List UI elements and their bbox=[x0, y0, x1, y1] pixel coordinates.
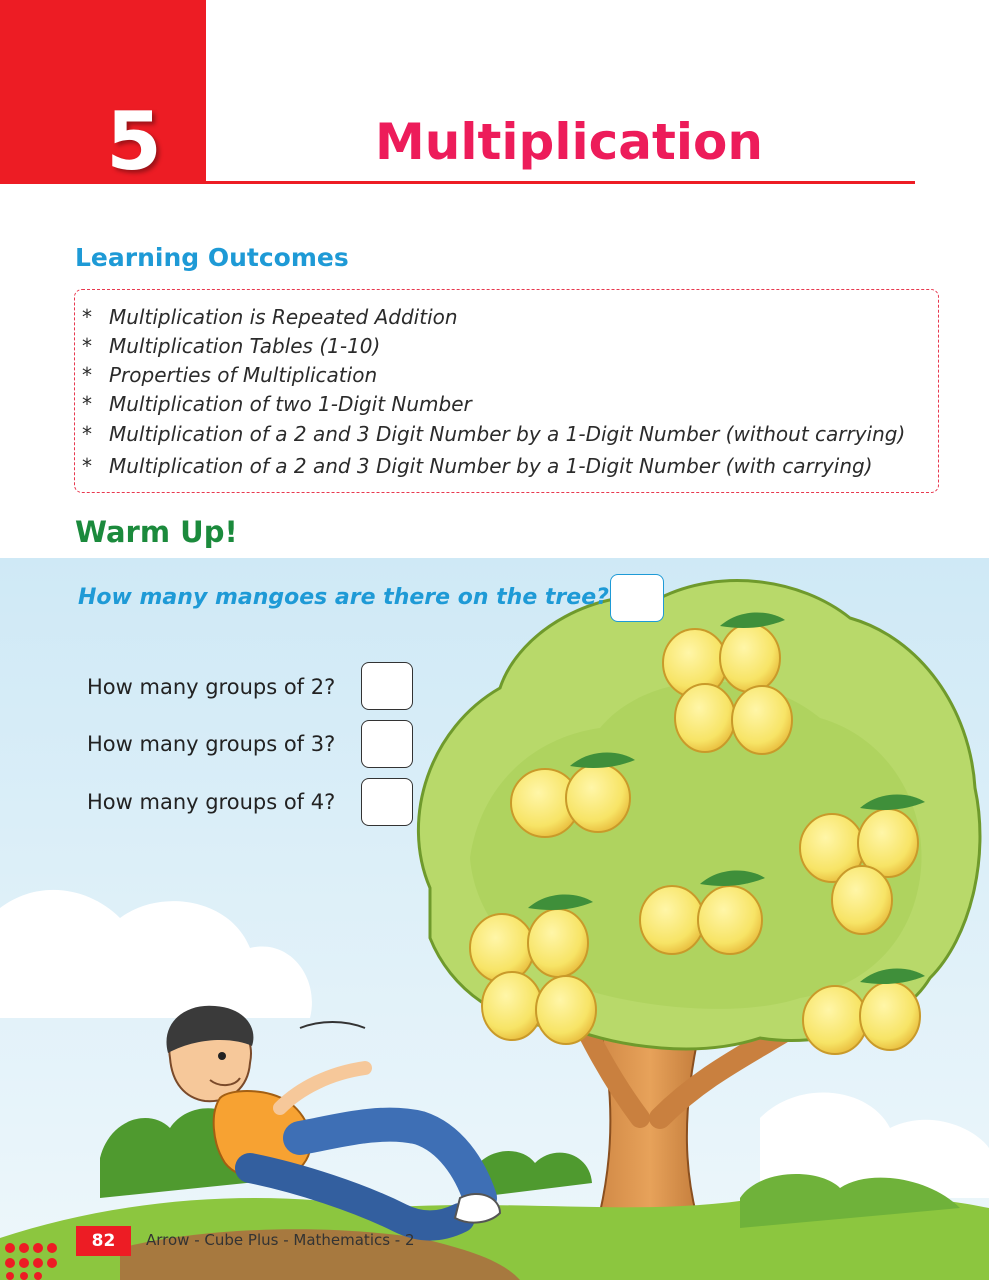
outcome-text: Multiplication Tables (1-10) bbox=[109, 333, 381, 358]
bullet-star: * bbox=[82, 362, 92, 387]
learning-outcomes-list bbox=[82, 302, 905, 482]
answer-box-total-mangoes[interactable] bbox=[610, 574, 664, 622]
page-number: 82 bbox=[76, 1226, 131, 1256]
learning-outcomes-heading: Learning Outcomes bbox=[75, 243, 349, 272]
question-groups-of-3: How many groups of 3? bbox=[87, 732, 336, 756]
list-item bbox=[82, 331, 905, 360]
list-item bbox=[82, 450, 905, 482]
chapter-title: Multiplication bbox=[375, 113, 763, 171]
outcome-text: Multiplication of a 2 and 3 Digit Number by a 1-Digit Number (without carrying) bbox=[109, 422, 906, 446]
chapter-number: 5 bbox=[106, 95, 162, 188]
bullet-star: * bbox=[82, 422, 92, 446]
list-item bbox=[82, 360, 905, 389]
title-underline bbox=[206, 181, 915, 184]
bullet-star: * bbox=[82, 391, 92, 416]
outcome-text: Multiplication of a 2 and 3 Digit Number by a 1-Digit Number (with carrying) bbox=[109, 454, 873, 478]
bullet-star: * bbox=[82, 333, 92, 358]
bullet-star: * bbox=[82, 304, 92, 329]
question-groups-of-4: How many groups of 4? bbox=[87, 790, 336, 814]
question-groups-of-2: How many groups of 2? bbox=[87, 675, 336, 699]
warm-up-main-question: How many mangoes are there on the tree? bbox=[78, 585, 609, 610]
warm-up-heading: Warm Up! bbox=[75, 515, 238, 549]
outcome-text: Properties of Multiplication bbox=[109, 362, 378, 387]
list-item bbox=[82, 389, 905, 418]
answer-box-groups-of-3[interactable] bbox=[361, 720, 413, 768]
bullet-star: * bbox=[82, 454, 92, 478]
list-item bbox=[82, 418, 905, 450]
answer-box-groups-of-4[interactable] bbox=[361, 778, 413, 826]
mango-tree-illustration bbox=[0, 558, 989, 1280]
list-item bbox=[82, 302, 905, 331]
outcome-text: Multiplication is Repeated Addition bbox=[109, 304, 458, 329]
outcome-text: Multiplication of two 1-Digit Number bbox=[109, 391, 472, 416]
book-title: Arrow - Cube Plus - Mathematics - 2 bbox=[146, 1231, 415, 1249]
answer-box-groups-of-2[interactable] bbox=[361, 662, 413, 710]
